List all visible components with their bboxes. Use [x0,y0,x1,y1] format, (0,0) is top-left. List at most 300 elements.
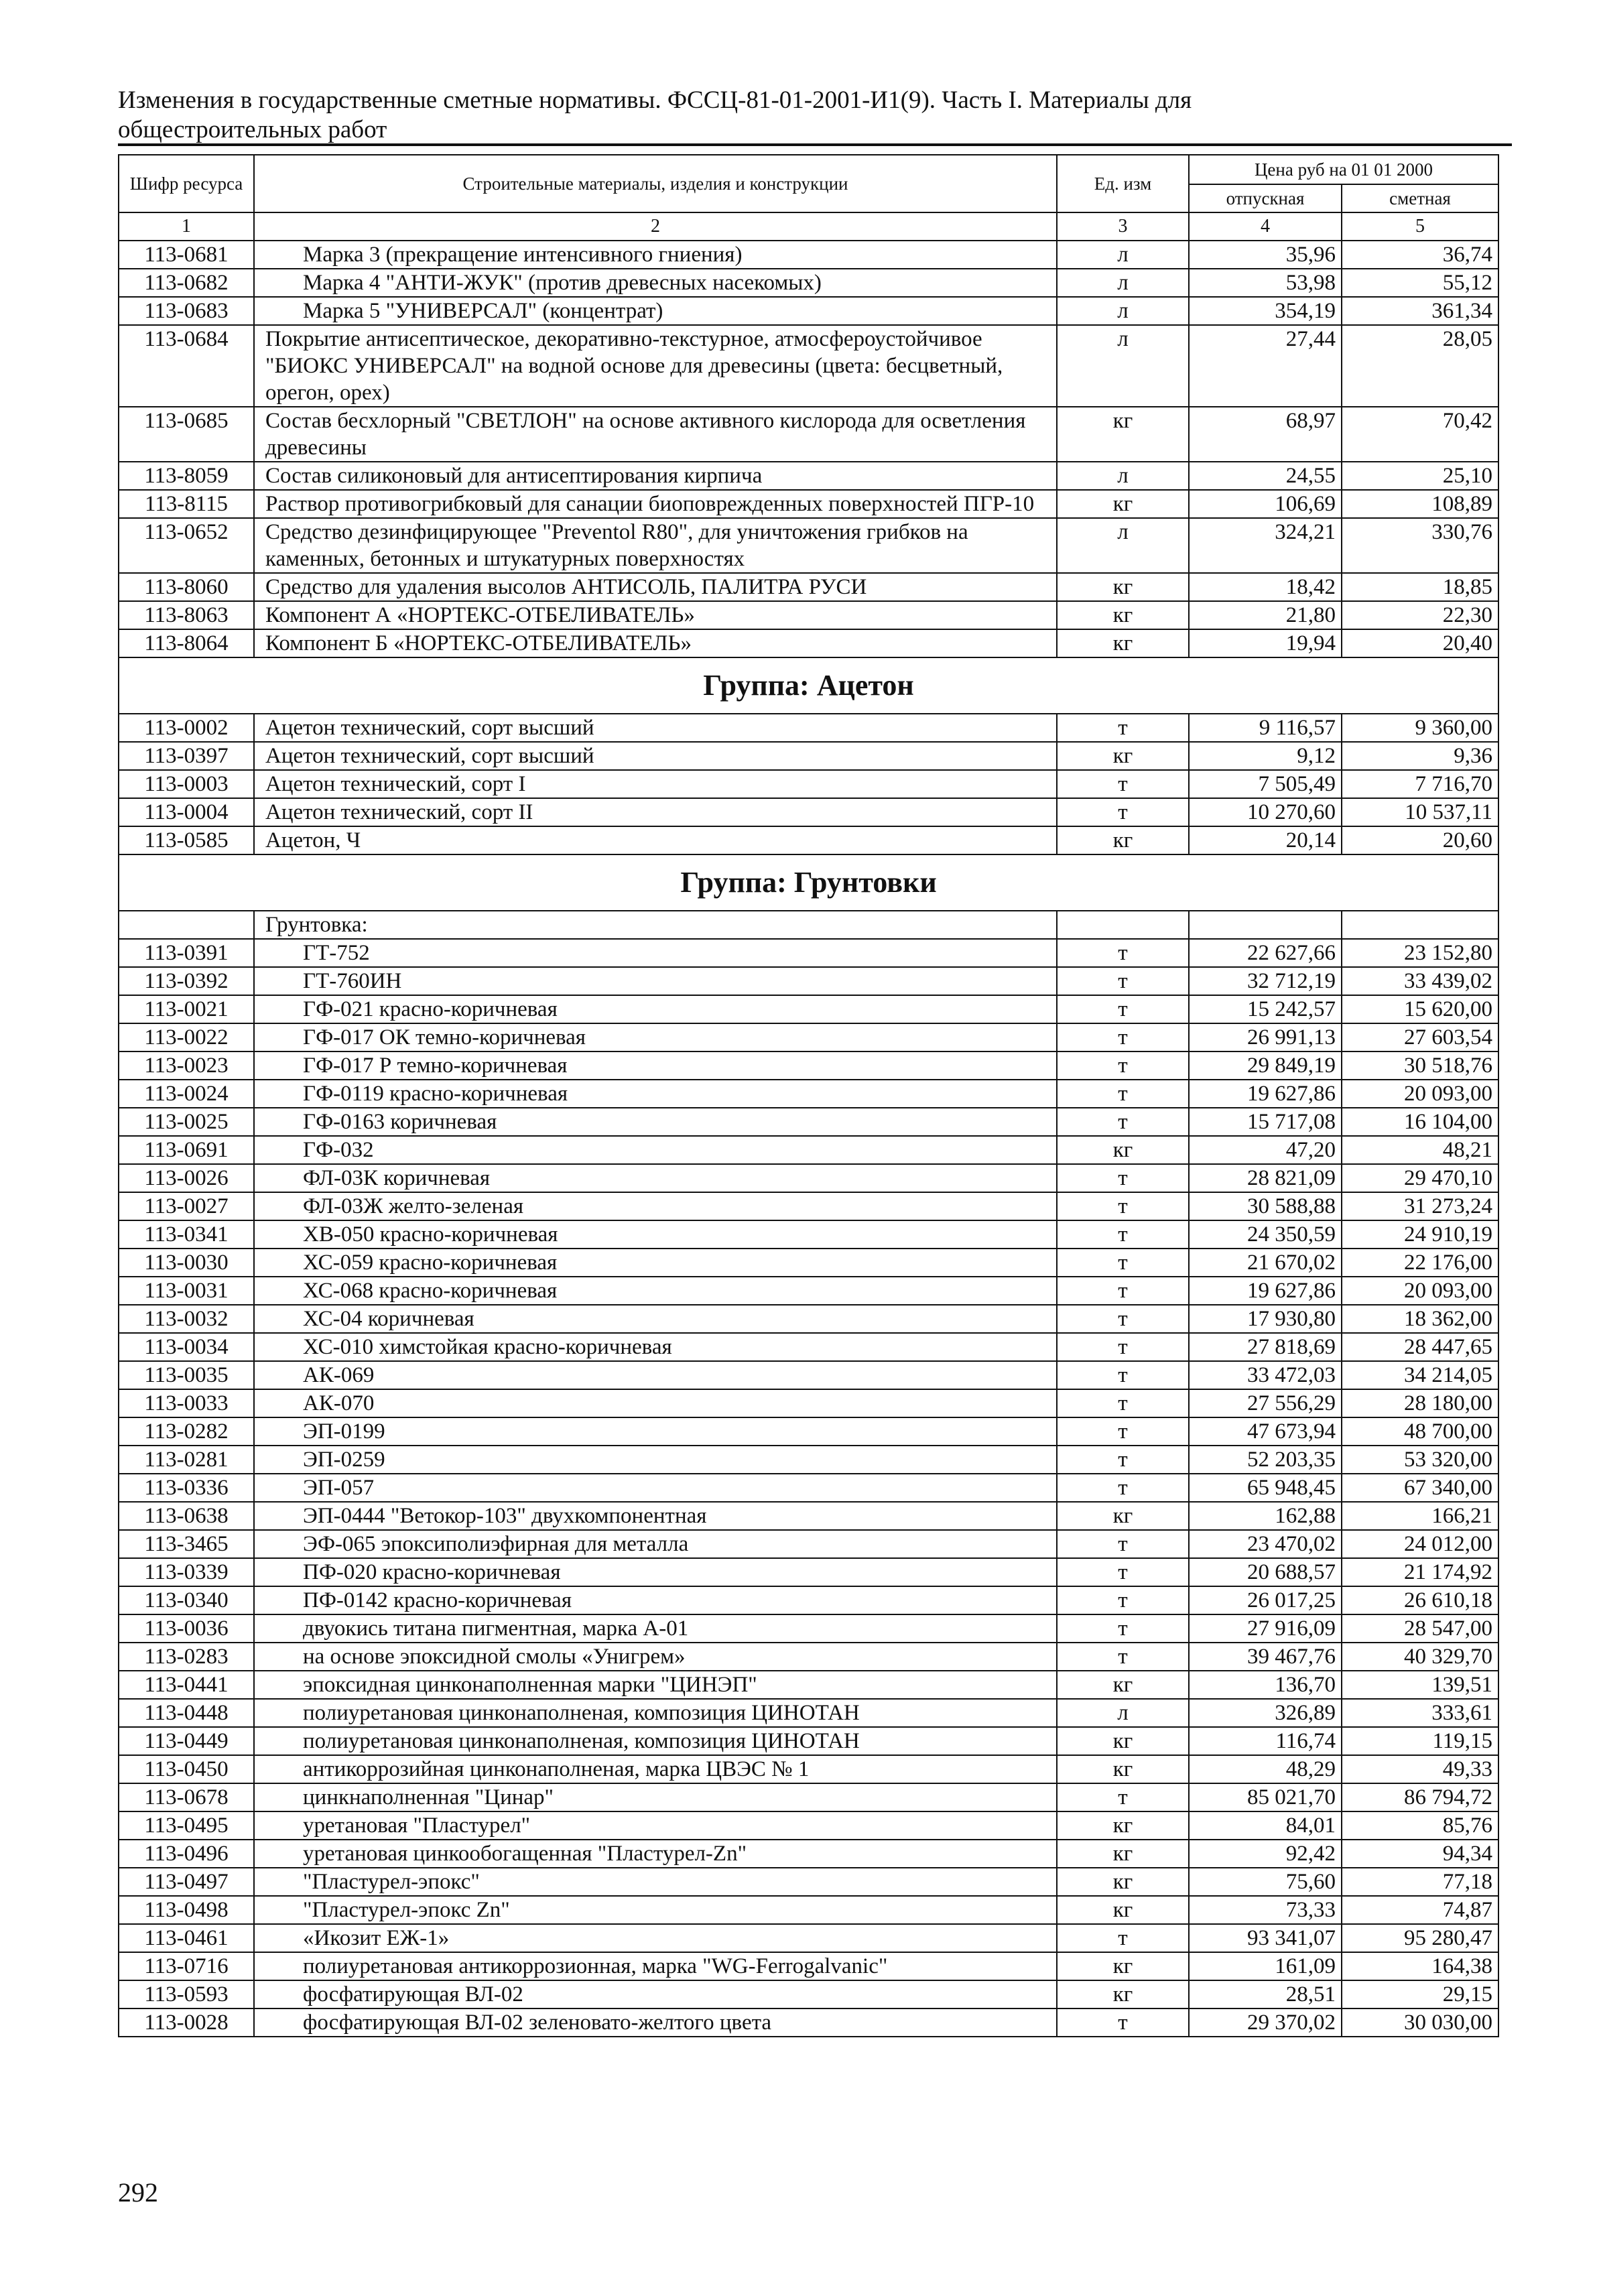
material-name-cell: Состав силиконовый для антисептирования кирпича [254,462,1057,490]
table-row [119,1699,1498,1727]
resource-code-cell: 113-0495 [119,1811,254,1840]
material-name-cell: ФЛ-03К коричневая [254,1164,1057,1192]
material-name-cell: антикоррозийная цинконаполненая, марка ЦВЭС № 1 [254,1755,1057,1783]
estimate-price-cell: 24 910,19 [1342,1220,1498,1249]
estimate-price-cell: 164,38 [1342,1952,1498,1980]
material-name-cell: Средство для удаления высолов АНТИСОЛЬ, ПАЛИТРА РУСИ [254,573,1057,601]
material-name-cell: Состав бесхлорный "СВЕТЛОН" на основе активного кислорода для осветления древесины [254,407,1057,462]
estimate-price-cell: 22,30 [1342,601,1498,629]
resource-code-cell: 113-0341 [119,1220,254,1249]
release-price-cell: 19,94 [1189,629,1342,657]
unit-cell: л [1057,518,1189,573]
unit-cell: т [1057,1361,1189,1389]
empty-cell [119,911,254,939]
table-section-c [119,939,1498,2037]
estimate-price-cell: 67 340,00 [1342,1474,1498,1502]
table-row [119,1952,1498,1980]
title-divider [118,143,1512,146]
estimate-price-cell: 48 700,00 [1342,1417,1498,1446]
release-price-cell: 9,12 [1189,742,1342,770]
unit-cell: кг [1057,629,1189,657]
release-price-cell: 92,42 [1189,1840,1342,1868]
estimate-price-cell: 48,21 [1342,1136,1498,1164]
material-name-cell: ПФ-020 красно-коричневая [254,1558,1057,1586]
unit-cell: т [1057,2008,1189,2037]
unit-cell: л [1057,462,1189,490]
release-price-cell: 10 270,60 [1189,798,1342,826]
release-price-cell: 15 717,08 [1189,1108,1342,1136]
table-row [119,1333,1498,1361]
material-name-cell: ЭП-0259 [254,1446,1057,1474]
unit-cell: кг [1057,1671,1189,1699]
release-price-cell: 116,74 [1189,1727,1342,1755]
estimate-price-cell: 361,34 [1342,297,1498,325]
estimate-price-cell: 95 280,47 [1342,1924,1498,1952]
estimate-price-cell: 74,87 [1342,1896,1498,1924]
material-name-cell: Марка 4 "АНТИ-ЖУК" (против древесных насекомых) [254,269,1057,297]
material-name-cell: ГФ-021 красно-коричневая [254,995,1057,1023]
material-name-cell: ЭФ-065 эпоксиполиэфирная для металла [254,1530,1057,1558]
table-row [119,1220,1498,1249]
resource-code-cell: 113-0448 [119,1699,254,1727]
estimate-price-cell: 108,89 [1342,490,1498,518]
table-row [119,1164,1498,1192]
estimate-price-cell: 29,15 [1342,1980,1498,2008]
unit-cell: кг [1057,1952,1189,1980]
table-row [119,325,1498,407]
table-row [119,742,1498,770]
material-name-cell: ЭП-0444 "Ветокор-103" двухкомпонентная [254,1502,1057,1530]
unit-cell: л [1057,241,1189,269]
material-name-cell: «Икозит ЕЖ-1» [254,1924,1057,1952]
unit-cell: т [1057,1249,1189,1277]
estimate-price-cell: 36,74 [1342,241,1498,269]
release-price-cell: 47,20 [1189,1136,1342,1164]
material-name-cell: ПФ-0142 красно-коричневая [254,1586,1057,1614]
estimate-price-cell: 85,76 [1342,1811,1498,1840]
header-price: Цена руб на 01 01 2000 [1189,155,1498,184]
resource-code-cell: 113-0684 [119,325,254,407]
release-price-cell: 18,42 [1189,573,1342,601]
unit-cell: т [1057,1924,1189,1952]
resource-code-cell: 113-0497 [119,1868,254,1896]
material-name-cell: ХВ-050 красно-коричневая [254,1220,1057,1249]
table-row [119,629,1498,657]
estimate-price-cell: 53 320,00 [1342,1446,1498,1474]
resource-code-cell: 113-0031 [119,1277,254,1305]
material-name-cell: полиуретановая цинконаполненая, композиция ЦИНОТАН [254,1699,1057,1727]
release-price-cell: 27 916,09 [1189,1614,1342,1643]
estimate-price-cell: 21 174,92 [1342,1558,1498,1586]
column-number: 2 [254,212,1057,241]
release-price-cell: 52 203,35 [1189,1446,1342,1474]
unit-cell: т [1057,1333,1189,1361]
release-price-cell: 47 673,94 [1189,1417,1342,1446]
release-price-cell: 9 116,57 [1189,714,1342,742]
estimate-price-cell: 55,12 [1342,269,1498,297]
unit-cell: кг [1057,601,1189,629]
resource-code-cell: 113-0585 [119,826,254,854]
release-price-cell: 354,19 [1189,297,1342,325]
table-row [119,1558,1498,1586]
resource-code-cell: 113-0034 [119,1333,254,1361]
estimate-price-cell: 139,51 [1342,1671,1498,1699]
material-name-cell: Ацетон технический, сорт II [254,798,1057,826]
unit-cell: т [1057,1220,1189,1249]
resource-code-cell: 113-0681 [119,241,254,269]
column-number: 4 [1189,212,1342,241]
unit-cell: кг [1057,1980,1189,2008]
resource-code-cell: 113-0498 [119,1896,254,1924]
resource-code-cell: 113-0678 [119,1783,254,1811]
material-name-cell: Марка 5 "УНИВЕРСАЛ" (концентрат) [254,297,1057,325]
resource-code-cell: 113-0683 [119,297,254,325]
resource-code-cell: 113-0035 [119,1361,254,1389]
table-row [119,1305,1498,1333]
price-table [118,154,1499,2037]
release-price-cell: 19 627,86 [1189,1080,1342,1108]
resource-code-cell: 113-8059 [119,462,254,490]
release-price-cell: 29 849,19 [1189,1051,1342,1080]
resource-code-cell: 113-0685 [119,407,254,462]
estimate-price-cell: 28 447,65 [1342,1333,1498,1361]
header-unit: Ед. изм [1057,155,1189,212]
table-row [119,714,1498,742]
table-row [119,1417,1498,1446]
material-name-cell: АК-070 [254,1389,1057,1417]
unit-cell: т [1057,1446,1189,1474]
resource-code-cell: 113-0691 [119,1136,254,1164]
material-name-cell: ГФ-017 ОК темно-коричневая [254,1023,1057,1051]
estimate-price-cell: 9,36 [1342,742,1498,770]
release-price-cell: 20 688,57 [1189,1558,1342,1586]
material-name-cell: ГФ-032 [254,1136,1057,1164]
material-name-cell: уретановая "Пластурел" [254,1811,1057,1840]
unit-cell: кг [1057,1136,1189,1164]
unit-cell: кг [1057,573,1189,601]
unit-cell: кг [1057,742,1189,770]
unit-cell: т [1057,995,1189,1023]
resource-code-cell: 113-3465 [119,1530,254,1558]
table-row [119,1643,1498,1671]
material-name-cell: ХС-04 коричневая [254,1305,1057,1333]
resource-code-cell: 113-0024 [119,1080,254,1108]
estimate-price-cell: 22 176,00 [1342,1249,1498,1277]
unit-cell: т [1057,770,1189,798]
estimate-price-cell: 49,33 [1342,1755,1498,1783]
unit-cell: т [1057,1783,1189,1811]
estimate-price-cell: 28 547,00 [1342,1614,1498,1643]
release-price-cell: 162,88 [1189,1502,1342,1530]
table-row [119,826,1498,854]
unit-cell: т [1057,1051,1189,1080]
unit-cell: л [1057,325,1189,407]
unit-cell: кг [1057,1868,1189,1896]
resource-code-cell: 113-0441 [119,1671,254,1699]
release-price-cell: 28 821,09 [1189,1164,1342,1192]
page-number: 292 [118,2177,158,2208]
table-row [119,241,1498,269]
unit-cell: л [1057,1699,1189,1727]
release-price-cell: 20,14 [1189,826,1342,854]
table-row [119,462,1498,490]
resource-code-cell: 113-0003 [119,770,254,798]
release-price-cell: 28,51 [1189,1980,1342,2008]
page-title: Изменения в государственные сметные нормативы. ФССЦ-81-01-2001-И1(9). Часть I. Материалы для общестроительных работ [118,86,1192,143]
unit-cell: кг [1057,1727,1189,1755]
estimate-price-cell: 24 012,00 [1342,1530,1498,1558]
material-name-cell: цинкнаполненная "Цинар" [254,1783,1057,1811]
resource-code-cell: 113-0652 [119,518,254,573]
material-name-cell: полиуретановая цинконаполненая, композиция ЦИНОТАН [254,1727,1057,1755]
resource-code-cell: 113-0021 [119,995,254,1023]
unit-cell: т [1057,1108,1189,1136]
table-row [119,1389,1498,1417]
unit-cell: т [1057,1080,1189,1108]
unit-cell: т [1057,939,1189,967]
unit-cell: т [1057,1586,1189,1614]
release-price-cell: 15 242,57 [1189,995,1342,1023]
estimate-price-cell: 333,61 [1342,1699,1498,1727]
unit-cell: т [1057,1164,1189,1192]
estimate-price-cell: 31 273,24 [1342,1192,1498,1220]
release-price-cell: 48,29 [1189,1755,1342,1783]
header-release-price: отпускная [1189,184,1342,212]
unit-cell: т [1057,798,1189,826]
material-name-cell: Покрытие антисептическое, декоративно-текстурное, атмосфероустойчивое "БИОКС УНИВЕРСАЛ" на водной основе для древесины (цвета: бесцветный, орегон, орех) [254,325,1057,407]
unit-cell: т [1057,1643,1189,1671]
material-name-cell: Средство дезинфицирующее "Preventol R80", для уничтожения грибков на каменных, бетонных и штукатурных поверхностях [254,518,1057,573]
estimate-price-cell: 30 030,00 [1342,2008,1498,2037]
resource-code-cell: 113-0036 [119,1614,254,1643]
unit-cell: кг [1057,1840,1189,1868]
resource-code-cell: 113-0032 [119,1305,254,1333]
release-price-cell: 33 472,03 [1189,1361,1342,1389]
release-price-cell: 19 627,86 [1189,1277,1342,1305]
resource-code-cell: 113-8064 [119,629,254,657]
unit-cell: т [1057,1417,1189,1446]
resource-code-cell: 113-0027 [119,1192,254,1220]
unit-cell: т [1057,1389,1189,1417]
resource-code-cell: 113-0716 [119,1952,254,1980]
material-name-cell: ЭП-0199 [254,1417,1057,1446]
table-row [119,967,1498,995]
table-row [119,1023,1498,1051]
material-name-cell: Ацетон технический, сорт I [254,770,1057,798]
resource-code-cell: 113-0450 [119,1755,254,1783]
table-row [119,1361,1498,1389]
resource-code-cell: 113-0682 [119,269,254,297]
release-price-cell: 26 017,25 [1189,1586,1342,1614]
group-primers-section [119,854,1498,939]
material-name-cell: ЭП-057 [254,1474,1057,1502]
resource-code-cell: 113-0030 [119,1249,254,1277]
table-row [119,1136,1498,1164]
table-row [119,1868,1498,1896]
column-number: 5 [1342,212,1498,241]
estimate-price-cell: 23 152,80 [1342,939,1498,967]
table-row [119,490,1498,518]
resource-code-cell: 113-0391 [119,939,254,967]
estimate-price-cell: 20,60 [1342,826,1498,854]
release-price-cell: 85 021,70 [1189,1783,1342,1811]
unit-cell: кг [1057,1896,1189,1924]
resource-code-cell: 113-0022 [119,1023,254,1051]
release-price-cell: 73,33 [1189,1896,1342,1924]
table-row [119,1727,1498,1755]
estimate-price-cell: 20,40 [1342,629,1498,657]
unit-cell: кг [1057,1811,1189,1840]
material-name-cell: ГФ-0119 красно-коричневая [254,1080,1057,1108]
table-row [119,1783,1498,1811]
resource-code-cell: 113-0026 [119,1164,254,1192]
table-row [119,1530,1498,1558]
release-price-cell: 75,60 [1189,1868,1342,1896]
estimate-price-cell: 40 329,70 [1342,1643,1498,1671]
material-name-cell: ГТ-752 [254,939,1057,967]
unit-cell: т [1057,1558,1189,1586]
price-table-container [118,154,1498,2037]
material-name-cell: ГФ-017 Р темно-коричневая [254,1051,1057,1080]
table-row [119,995,1498,1023]
release-price-cell: 30 588,88 [1189,1192,1342,1220]
resource-code-cell: 113-0028 [119,2008,254,2037]
unit-cell: т [1057,1614,1189,1643]
material-name-cell: эпоксидная цинконаполненная марки "ЦИНЭП" [254,1671,1057,1699]
release-price-cell: 23 470,02 [1189,1530,1342,1558]
empty-cell [1342,911,1498,939]
table-row [119,1586,1498,1614]
estimate-price-cell: 18,85 [1342,573,1498,601]
header-name: Строительные материалы, изделия и конструкции [254,155,1057,212]
release-price-cell: 106,69 [1189,490,1342,518]
material-name-cell: "Пластурел-эпокс Zn" [254,1896,1057,1924]
resource-code-cell: 113-0339 [119,1558,254,1586]
unit-cell: т [1057,1530,1189,1558]
material-name-cell: ГФ-0163 коричневая [254,1108,1057,1136]
table-row [119,1051,1498,1080]
estimate-price-cell: 70,42 [1342,407,1498,462]
estimate-price-cell: 166,21 [1342,1502,1498,1530]
resource-code-cell: 113-0461 [119,1924,254,1952]
resource-code-cell: 113-0638 [119,1502,254,1530]
resource-code-cell: 113-0033 [119,1389,254,1417]
material-name-cell: ГТ-760ИН [254,967,1057,995]
unit-cell: л [1057,269,1189,297]
release-price-cell: 35,96 [1189,241,1342,269]
table-row [119,1249,1498,1277]
material-name-cell: ХС-059 красно-коричневая [254,1249,1057,1277]
release-price-cell: 21,80 [1189,601,1342,629]
resource-code-cell: 113-0283 [119,1643,254,1671]
unit-cell: т [1057,1192,1189,1220]
estimate-price-cell: 33 439,02 [1342,967,1498,995]
estimate-price-cell: 9 360,00 [1342,714,1498,742]
material-name-cell: ХС-068 красно-коричневая [254,1277,1057,1305]
material-name-cell: Компонент Б «НОРТЕКС-ОТБЕЛИВАТЕЛЬ» [254,629,1057,657]
estimate-price-cell: 16 104,00 [1342,1108,1498,1136]
material-name-cell: Раствор противогрибковый для санации биоповрежденных поверхностей ПГР-10 [254,490,1057,518]
material-name-cell: Компонент А «НОРТЕКС-ОТБЕЛИВАТЕЛЬ» [254,601,1057,629]
table-row [119,407,1498,462]
table-row [119,1502,1498,1530]
estimate-price-cell: 26 610,18 [1342,1586,1498,1614]
table-row [119,1446,1498,1474]
table-row [119,770,1498,798]
release-price-cell: 324,21 [1189,518,1342,573]
release-price-cell: 29 370,02 [1189,2008,1342,2037]
estimate-price-cell: 29 470,10 [1342,1164,1498,1192]
estimate-price-cell: 20 093,00 [1342,1277,1498,1305]
material-name-cell: "Пластурел-эпокс" [254,1868,1057,1896]
group-acetone-section [119,657,1498,714]
empty-cell [1189,911,1342,939]
table-row [119,573,1498,601]
material-name-cell: Ацетон технический, сорт высший [254,714,1057,742]
material-name-cell: АК-069 [254,1361,1057,1389]
estimate-price-cell: 94,34 [1342,1840,1498,1868]
release-price-cell: 24 350,59 [1189,1220,1342,1249]
unit-cell: т [1057,967,1189,995]
unit-cell: т [1057,714,1189,742]
estimate-price-cell: 7 716,70 [1342,770,1498,798]
estimate-price-cell: 34 214,05 [1342,1361,1498,1389]
unit-cell: кг [1057,1755,1189,1783]
estimate-price-cell: 28 180,00 [1342,1389,1498,1417]
release-price-cell: 68,97 [1189,407,1342,462]
estimate-price-cell: 15 620,00 [1342,995,1498,1023]
table-row [119,798,1498,826]
release-price-cell: 27,44 [1189,325,1342,407]
unit-cell: кг [1057,407,1189,462]
estimate-price-cell: 30 518,76 [1342,1051,1498,1080]
table-row [119,1474,1498,1502]
estimate-price-cell: 77,18 [1342,1868,1498,1896]
table-row [119,1192,1498,1220]
material-name-cell: фосфатирующая ВЛ-02 [254,1980,1057,2008]
resource-code-cell: 113-0340 [119,1586,254,1614]
unit-cell: т [1057,1277,1189,1305]
estimate-price-cell: 28,05 [1342,325,1498,407]
table-row [119,1277,1498,1305]
resource-code-cell: 113-0593 [119,1980,254,2008]
table-row [119,1614,1498,1643]
unit-cell: т [1057,1023,1189,1051]
estimate-price-cell: 10 537,11 [1342,798,1498,826]
material-name-cell: Ацетон технический, сорт высший [254,742,1057,770]
unit-cell: т [1057,1305,1189,1333]
release-price-cell: 32 712,19 [1189,967,1342,995]
resource-code-cell: 113-8060 [119,573,254,601]
table-section-b [119,714,1498,854]
resource-code-cell: 113-0397 [119,742,254,770]
table-row [119,1896,1498,1924]
unit-cell: т [1057,1474,1189,1502]
release-price-cell: 53,98 [1189,269,1342,297]
estimate-price-cell: 119,15 [1342,1727,1498,1755]
table-row [119,1755,1498,1783]
unit-cell: л [1057,297,1189,325]
material-name-cell: ХС-010 химстойкая красно-коричневая [254,1333,1057,1361]
release-price-cell: 93 341,07 [1189,1924,1342,1952]
release-price-cell: 84,01 [1189,1811,1342,1840]
resource-code-cell: 113-0004 [119,798,254,826]
table-row [119,601,1498,629]
material-name-cell: фосфатирующая ВЛ-02 зеленовато-желтого цвета [254,2008,1057,2037]
material-name-cell: уретановая цинкообогащенная "Пластурел-Zn" [254,1840,1057,1868]
release-price-cell: 17 930,80 [1189,1305,1342,1333]
estimate-price-cell: 86 794,72 [1342,1783,1498,1811]
